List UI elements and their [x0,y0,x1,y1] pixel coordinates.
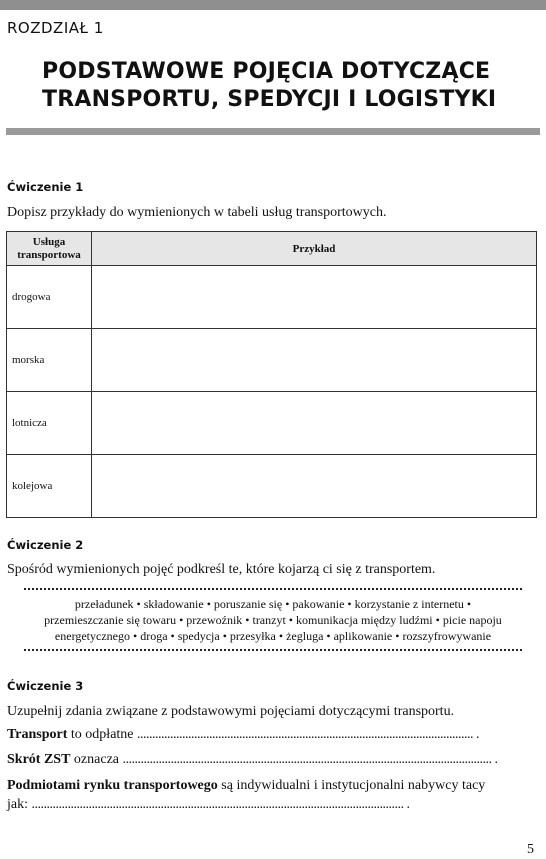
row-label: drogowa [7,266,92,329]
fill-in-blank[interactable]: ............................................................................................................................ . [31,797,410,812]
exercise-3-instruction: Uzupełnij zdania związane z podstawowymi pojęciami dotyczącymi transportu. [7,704,455,719]
sentence-text: to odpłatne [67,727,138,742]
term-market-subjects: Podmiotami rynku transportowego [7,778,218,793]
header-line2: transportowa [17,248,81,261]
exercise-2-heading: Ćwiczenie 2 [7,538,84,552]
header-transport-service [7,232,92,266]
table-row [7,329,537,392]
table-row [7,392,537,455]
sentence-zst [7,750,538,769]
chapter-title-line1: PODSTAWOWE POJĘCIA DOTYCZĄCE [42,59,491,84]
sentence-text-cont: jak: [7,797,32,812]
fill-in-blank[interactable]: ................................................................................................................ . [137,727,480,742]
example-answer-cell[interactable] [92,266,537,329]
row-label: kolejowa [7,455,92,518]
exercise-1-heading: Ćwiczenie 1 [7,180,84,194]
example-answer-cell[interactable] [92,392,537,455]
chapter-label: ROZDZIAŁ 1 [7,19,104,37]
term-transport: Transport [7,727,68,742]
chapter-title [42,58,522,114]
header-example: Przykład [92,232,537,266]
sentence-transport [7,725,538,744]
title-rule [6,128,540,135]
word-bank-line1[interactable]: przeładunek • składowanie • poruszanie się • pakowanie • korzystanie z internetu • [74,597,472,611]
page-number: 5 [527,842,534,857]
table-header-row [7,232,537,266]
chapter-title-line2: TRANSPORTU, SPEDYCJI I LOGISTYKI [42,87,497,112]
word-bank-line3[interactable]: energetycznego • droga • spedycja • przesyłka • żegluga • aplikowanie • rozszyfrowywanie [54,629,492,643]
sentence-text: są indywidualni i instytucjonalni nabywcy tacy [217,778,486,793]
table-row [7,266,537,329]
exercise-2-instruction: Spośród wymienionych pojęć podkreśl te, które kojarzą ci się z transportem. [7,562,436,577]
word-bank [24,588,522,651]
exercise-1-table [6,231,537,518]
row-label: lotnicza [7,392,92,455]
sentence-text: oznacza [70,752,123,767]
row-label: morska [7,329,92,392]
top-rule [0,0,546,10]
header-line1: Usługa [32,235,66,248]
table-row [7,455,537,518]
example-answer-cell[interactable] [92,455,537,518]
exercise-1-instruction: Dopisz przykłady do wymienionych w tabeli usług transportowych. [7,205,387,220]
example-answer-cell[interactable] [92,329,537,392]
fill-in-blank[interactable]: ........................................................................................................................... . [122,752,498,767]
exercise-3-heading: Ćwiczenie 3 [7,679,84,693]
word-bank-line2[interactable]: przemieszczanie się towaru • przewoźnik • tranzyt • komunikacja między ludźmi • picie napoju [44,613,502,627]
sentence-market-subjects [7,776,538,814]
term-zst: Skrót ZST [7,752,71,767]
